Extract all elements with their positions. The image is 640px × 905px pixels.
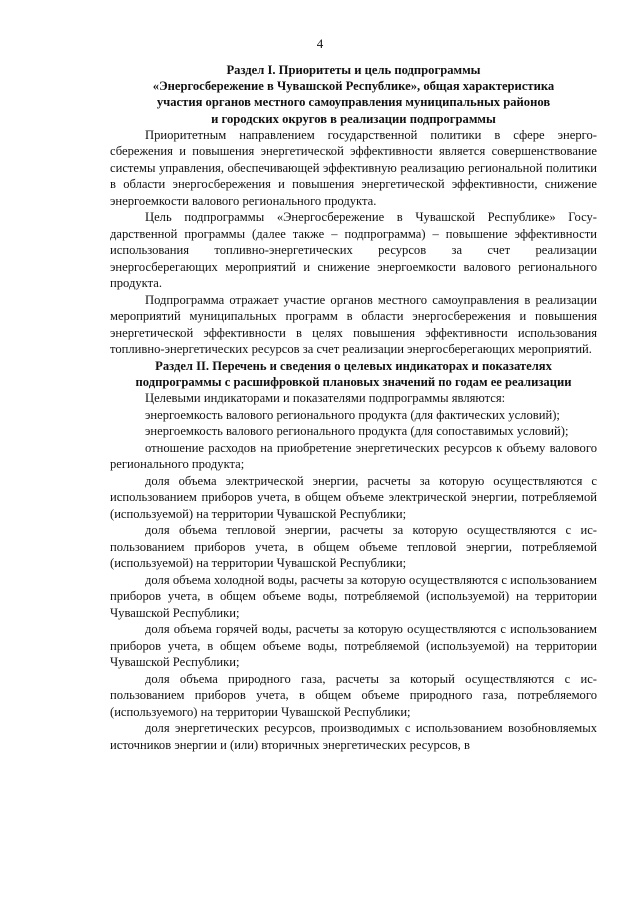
section-1-paragraph: Подпрограмма отражает участие органов местного самоуправления в реализации мероприятий муниципальных программ в области энергосбережения и повышения энергетической эффективности в целях повышения эффективности использования топливно-энергетических ресурсов за счет реализации энергосберегающих мероприятий. bbox=[110, 292, 597, 357]
indicator-list-item: энергоемкость валового регионального продукта (для сопоставимых условий); bbox=[145, 424, 569, 439]
section-1-heading-line: участия органов местного самоуправления муниципальных районов bbox=[156, 95, 551, 110]
section-2-intro: Целевыми индикаторами и показателями подпрограммы являются: bbox=[145, 391, 506, 406]
section-2-heading bbox=[110, 358, 597, 390]
indicator-list-item: отношение расходов на приобретение энергетических ресурсов к объему валового регионального продукта; bbox=[110, 440, 597, 472]
section-2-heading-line: Раздел II. Перечень и сведения о целевых индикаторах и показателях bbox=[155, 358, 552, 373]
indicator-list-item: доля объема холодной воды, расчеты за которую осуществляются с использованием приборов учета, в общем объеме воды, потребляемой (используемой) на территории Чувашской Республики; bbox=[110, 572, 597, 620]
indicator-list-item: доля объема тепловой энергии, расчеты за которую осуществляются с использованием приборов учета, в общем объеме тепловой энергии, потребляемой (используемой) на территории Чувашской Республики; bbox=[110, 523, 597, 571]
section-1-heading-line: и городских округов в реализации подпрограммы bbox=[211, 111, 496, 126]
section-1-paragraph: Приоритетным направлением государственной политики в сфере энергосбережения и повышения энергетической эффективности является совершенствование системы управления, обеспечивающей эффективную реализацию региональной политики в области энергосбережения и повышения энергетической эффективности, снижение энергоемкости валового регионального продукта. bbox=[110, 127, 597, 208]
section-1-heading-line: «Энергосбережение в Чувашской Республике», общая характеристика bbox=[152, 79, 555, 94]
document-body bbox=[110, 62, 597, 753]
page-number: 4 bbox=[316, 36, 324, 51]
indicator-list-item: доля объема природного газа, расчеты за который осуществляются с использованием приборов учета, в общем объеме природного газа, потребляемого (используемого) на территории Чувашской Республики; bbox=[110, 671, 597, 719]
section-1-paragraph: Цель подпрограммы «Энергосбережение в Чувашской Республике» Государственной программы (далее также – подпрограмма) – повышение эффективности использования топливно-энергетических ресурсов за счет реализации энергосберегающих мероприятий и снижение энергоемкости валового регионального продукта. bbox=[110, 210, 597, 291]
indicator-list-item: доля объема горячей воды, расчеты за которую осуществляются с использованием приборов учета, в общем объеме воды, потребляемой (используемой) на территории Чувашской Республики; bbox=[110, 622, 597, 670]
indicator-list-item: энергоемкость валового регионального продукта (для фактических условий); bbox=[145, 407, 560, 422]
section-1-heading-line: Раздел I. Приоритеты и цель подпрограммы bbox=[226, 63, 481, 77]
indicator-list-item: доля энергетических ресурсов, производимых с использованием возобновляемых источников энергии и (или) вторичных энергетических ресурсов, в bbox=[110, 721, 597, 752]
indicator-list-item: доля объема электрической энергии, расчеты за которую осуществляются с использованием приборов учета, в общем объеме электрической энергии, потребляемой (используемой) на территории Чувашской Республики; bbox=[110, 473, 597, 521]
section-1-heading bbox=[110, 62, 597, 127]
section-2-heading-line: подпрограммы с расшифровкой плановых значений по годам ее реализации bbox=[135, 375, 572, 390]
